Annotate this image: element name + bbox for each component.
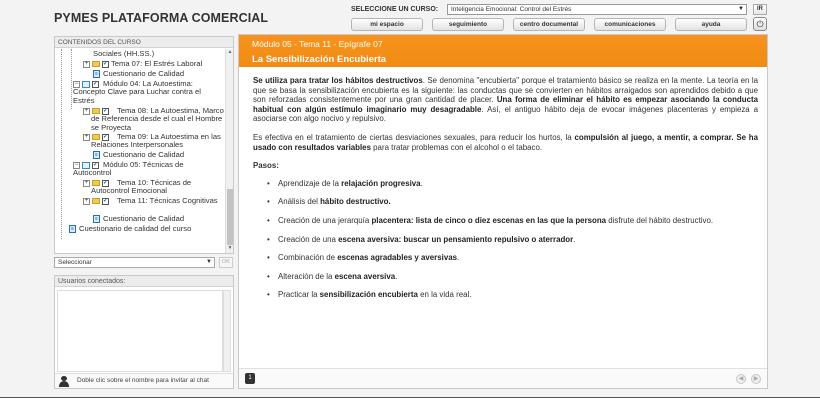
steps-title: Pasos:	[253, 161, 279, 171]
document-icon: ≡	[93, 215, 100, 223]
checkbox-icon: ✓	[93, 162, 99, 168]
scroll-up-icon[interactable]: ▲	[227, 49, 233, 55]
page-title: La Sensibilización Encubierta	[252, 54, 387, 65]
list-item: • Aprendizaje de la relajación progresiva.	[267, 179, 758, 189]
tree-item-cuestionario-curso[interactable]: ≡ Cuestionario de calidad del curso	[69, 225, 191, 233]
checkbox-icon: ✓	[103, 198, 109, 204]
tree-item-cuestionario[interactable]: ≡ Cuestionario de Calidad	[93, 70, 184, 78]
lesson-paragraph-2: Es efectiva en el tratamiento de ciertas desviaciones sexuales, para reducir los hurtos, la compulsión al juego, a mentir, a comprar. Se ha usado con resultados variables para tratar problemas con el alcohol o el tabaco.	[253, 132, 759, 152]
users-footer	[55, 373, 233, 388]
lesson-footer	[239, 368, 767, 388]
checkbox-icon: ✓	[93, 81, 99, 87]
expand-icon[interactable]: +	[84, 198, 89, 204]
expand-icon[interactable]: +	[84, 134, 89, 140]
course-contents-header: CONTENIDOS DEL CURSO	[55, 37, 233, 48]
bottom-bar	[0, 397, 820, 408]
next-page-button[interactable]: ▶	[751, 374, 761, 384]
list-item: • Creación de una escena aversiva: buscar un pensamiento repulsivo o aterrador.	[267, 235, 758, 245]
chat-hint: Doble clic sobre el nombre para invitar al chat	[77, 377, 209, 384]
lesson-content	[253, 76, 758, 309]
lesson-paragraph-1: Se utiliza para tratar los hábitos destructivos. Se denomina "encubierta" porque el tratamiento básico se realiza en la mente. La teoría en la que se basa la sensibilización encubierta es la siguiente: las conductas que se convierten en hábitos arraigados son aprendidos debido a que son reforzadas consistentemente por una gran cantidad de placer. Una forma de eliminar el hábito es empezar asociando la conducta habitual con algún estímulo imaginario muy desagradable. Así, el antiguo hábito deja de evocar imágenes placenteras y empieza a asociarse con algo nocivo y repulsivo.	[253, 76, 758, 124]
course-item-select-value: Seleccionar	[58, 259, 92, 266]
ok-button[interactable]: OK	[219, 257, 233, 268]
nav-seguimiento-button[interactable]: seguimiento	[432, 18, 504, 31]
checkbox-icon: ✓	[103, 61, 109, 67]
tree-item-cuestionario[interactable]: ≡ Cuestionario de Calidad	[93, 215, 184, 223]
tree-item-tema-09-label: Tema 09: La Autoestima en las Relaciones Interpersonales	[91, 132, 221, 150]
page-icon[interactable]: 1	[245, 373, 255, 384]
document-icon: ≡	[69, 225, 76, 233]
list-item: • Combinación de escenas agradables y aversivas.	[267, 253, 758, 263]
connected-users-panel	[54, 275, 234, 389]
tree-item-tema-10-label: Tema 10: Técnicas de Autocontrol Emocional	[91, 178, 192, 196]
list-item: • Alteración de la escena aversiva.	[267, 272, 758, 282]
tree-item-tema-08-label: Tema 08: La Autoestima, Marco de Referencia desde el cual el Hombre se Proyecta	[91, 106, 224, 132]
users-scrollbar[interactable]	[223, 290, 231, 372]
prev-page-button[interactable]: ◀	[736, 374, 746, 384]
document-icon: ≡	[93, 70, 100, 78]
tree-item-modulo-04-label: Módulo 04: La Autoestima: Concepto Clave para Luchar contra el Estrés	[73, 79, 201, 105]
nav-centro-documental-button[interactable]: centro documental	[513, 18, 585, 31]
app-title: PYMES PLATAFORMA COMERCIAL	[54, 11, 269, 25]
course-contents-panel	[54, 36, 234, 254]
lesson-header	[239, 35, 767, 67]
scroll-thumb[interactable]	[227, 189, 233, 245]
list-item: • Creación de una jerarquía placentera: lista de cinco o diez escenas en las que la persona disfrute del hábito destructivo.	[267, 216, 758, 226]
collapse-icon[interactable]: −	[74, 162, 79, 168]
steps-list	[253, 179, 758, 300]
document-icon: ≡	[93, 151, 100, 159]
chevron-down-icon: ▼	[738, 6, 744, 12]
ir-button[interactable]: IR	[753, 4, 767, 15]
list-item: • Practicar la sensibilización encubierta en la vida real.	[267, 290, 758, 300]
checkbox-icon: ✓	[103, 180, 109, 186]
lesson-panel	[238, 34, 768, 389]
nav-ayuda-button[interactable]: ayuda	[675, 18, 747, 31]
collapse-icon[interactable]: −	[74, 81, 79, 87]
list-item: • Análisis del hábito destructivo.	[267, 197, 758, 207]
connected-users-header: Usuarios conectados:	[55, 276, 233, 287]
scroll-down-icon[interactable]: ▼	[227, 245, 233, 251]
expand-icon[interactable]: +	[84, 61, 89, 67]
tree-connector	[71, 49, 72, 109]
checkbox-icon: ✓	[103, 134, 109, 140]
user-icon	[59, 376, 69, 387]
expand-icon[interactable]: +	[84, 180, 89, 186]
tree-item-modulo-05-label: Módulo 05: Técnicas de Autocontrol	[73, 160, 184, 178]
connected-users-list[interactable]	[57, 290, 223, 372]
course-select-value: Inteligencia Emocional: Control del Estrés	[451, 6, 572, 13]
tree-item-label: Sociales (HH.SS.)	[93, 49, 155, 58]
checkbox-icon: ✓	[103, 108, 109, 114]
expand-icon[interactable]: +	[84, 108, 89, 114]
breadcrumb: Módulo 05 - Tema 11 - Epígrafe 07	[252, 39, 383, 49]
tree-connector	[61, 49, 62, 239]
course-select[interactable]	[447, 4, 747, 15]
course-select-label: SELECCIONE UN CURSO:	[351, 6, 439, 13]
tree-item-tema-11-label: Tema 11: Técnicas Cognitivas	[117, 196, 218, 205]
tree-item-cuestionario[interactable]: ≡ Cuestionario de Calidad	[93, 151, 184, 159]
course-tree[interactable]	[55, 49, 225, 253]
folder-icon	[92, 61, 100, 67]
tree-item-tema-07[interactable]: + ✓ Tema 07: El Estrés Laboral	[84, 59, 203, 68]
power-icon[interactable]: ⏻	[753, 17, 767, 31]
chevron-down-icon: ▼	[206, 259, 212, 265]
course-tree-scrollbar[interactable]	[225, 49, 233, 253]
nav-comunicaciones-button[interactable]: comunicaciones	[594, 18, 666, 31]
course-item-select[interactable]	[54, 257, 215, 268]
nav-mi-espacio-button[interactable]: mi espacio	[351, 18, 423, 31]
